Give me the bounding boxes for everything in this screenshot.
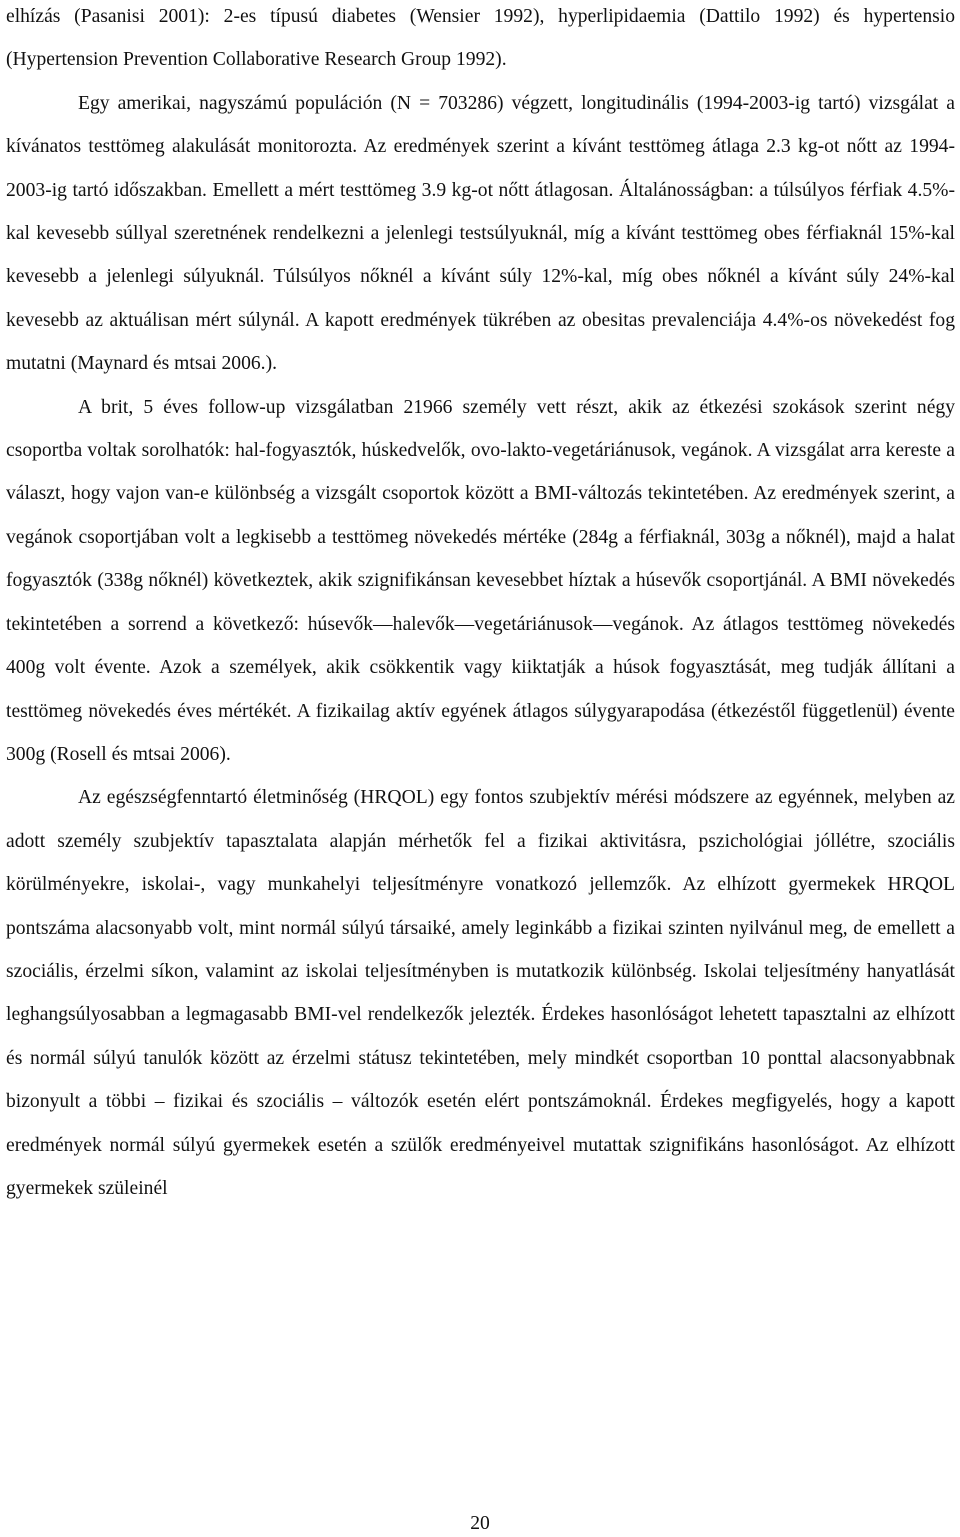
paragraph-continuation: elhízás (Pasanisi 2001): 2-es típusú diabetes (Wensier 1992), hyperlipidaemia (Dattilo 1992) és hypertensio (Hypertension Prevention Collaborative Research Group 1992). [6, 6, 955, 71]
paragraph-american-study: Egy amerikai, nagyszámú populáción (N = 703286) végzett, longitudinális (1994-2003-ig tartó) vizsgálat a kívánatos testtömeg alakulását monitorozta. Az eredmények szerint a kívánt testtömeg átlaga 2.3 kg-ot nőtt az 1994-2003-ig tartó időszakban. Emellett a mért testtömeg 3.9 kg-ot nőtt átlagosan. Általánosságban: a túlsúlyos férfiak 4.5%-kal kevesebb súllyal szeretnének rendelkezni a jelenlegi testsúlyuknál, míg a kívánt testtömeg obes férfiaknál 15%-kal kevesebb a jelenlegi súlyuknál. Túlsúlyos nőknél a kívánt súly 12%-kal, míg obes nőknél a kívánt súly 24%-kal kevesebb az aktuálisan mért súlynál. A kapott eredmények tükrében az obesitas prevalenciája 4.4%-os növekedést fog mutatni (Maynard és mtsai 2006.). [6, 92, 955, 375]
document-body [6, 0, 955, 1210]
paragraph-hrqol: Az egészségfenntartó életminőség (HRQOL) egy fontos szubjektív mérési módszere az egyénnek, melyben az adott személy szubjektív tapasztalata alapján mérhetők fel a fizikai aktivitásra, pszichológiai jóllétre, szociális körülményekre, iskolai-, vagy munkahelyi teljesítményre vonatkozó jellemzők. Az elhízott gyermekek HRQOL pontszáma alacsonyabb volt, mint normál súlyú társaiké, amely leginkább a fizikai szinten nyilvánul meg, de emellett a szociális, érzelmi síkon, valamint az iskolai teljesítményben is mutatkozik különbség. Iskolai teljesítmény hanyatlását leghangsúlyosabban a legmagasabb BMI-vel rendelkezők jelezték. Érdekes hasonlóságot lehetett tapasztalni az elhízott és normál súlyú tanulók között az érzelmi státusz tekintetében, mely mindkét csoportban 10 ponttal alacsonyabbnak bizonyult a többi – fizikai és szociális – változók esetén elért pontszámoknál. Érdekes megfigyelés, hogy a kapott eredmények normál súlyú gyermekek esetén a szülők eredményeivel mutattak szignifikáns hasonlóságot. Az elhízott gyermekek szüleinél [6, 787, 955, 1199]
paragraph-british-study: A brit, 5 éves follow-up vizsgálatban 21966 személy vett részt, akik az étkezési szokások szerint négy csoportba voltak sorolhatók: hal-fogyasztók, húskedvelők, ovo-lakto-vegetáriánusok, vegánok. A vizsgálat arra kereste a választ, hogy vajon van-e különbség a vizsgált csoportok között a BMI-változás tekintetében. Az eredmények szerint, a vegánok csoportjában volt a legkisebb a testtömeg növekedés mértéke (284g a férfiaknál, 303g a nőknél), majd a halat fogyasztók (338g nőknél) következtek, akik szignifikánsan kevesebbet híztak a húsevők csoportjánál. A BMI növekedés tekintetében a sorrend a következő: húsevők—halevők—vegetáriánusok—vegánok. Az átlagos testtömeg növekedés 400g volt évente. Azok a személyek, akik csökkentik vagy kiiktatják a húsok fogyasztását, meg tudják állítani a testtömeg növekedés éves mértékét. A fizikailag aktív egyének átlagos súlygyarapodása (étkezéstől függetlenül) évente 300g (Rosell és mtsai 2006). [6, 396, 955, 765]
page-number: 20 [470, 1513, 490, 1534]
